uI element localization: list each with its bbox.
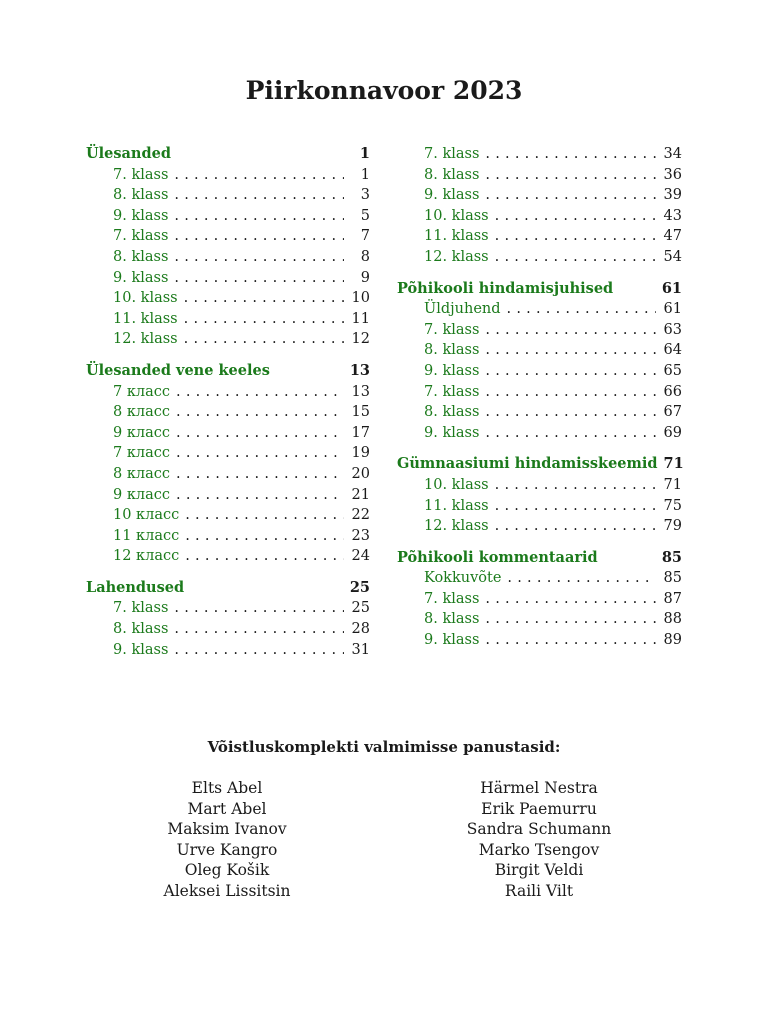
page-title: Piirkonnavoor 2023 — [245, 76, 523, 105]
toc-entry-label: 9. klass — [113, 269, 169, 286]
toc-section-page: 25 — [349, 578, 370, 596]
toc-entry[interactable] — [397, 144, 682, 165]
toc-entry[interactable] — [397, 185, 682, 206]
toc-entry[interactable] — [86, 443, 370, 464]
toc-entry[interactable] — [86, 329, 370, 350]
dot-leader — [485, 589, 656, 610]
dot-leader — [176, 382, 344, 403]
toc-entry-page: 54 — [663, 248, 682, 265]
toc-left-column — [86, 144, 370, 660]
toc-section — [86, 578, 370, 660]
toc-entry-label: 8. klass — [424, 404, 480, 421]
toc-entry-label: 9 класс — [113, 424, 170, 441]
toc-entry-label: 12. klass — [113, 331, 178, 348]
toc-entry-page: 3 — [360, 187, 370, 204]
toc-section — [397, 548, 682, 651]
dot-leader — [495, 247, 656, 268]
toc-entry-label: 8. klass — [424, 166, 480, 183]
toc-entry[interactable] — [397, 423, 682, 444]
toc-entry[interactable] — [397, 496, 682, 517]
toc-section-heading[interactable] — [397, 454, 682, 475]
toc-section-title: Põhikooli kommentaarid — [397, 548, 598, 566]
toc-entry-page: 19 — [351, 445, 370, 462]
toc-entry[interactable] — [86, 485, 370, 506]
toc-entry-page: 63 — [663, 321, 682, 338]
dot-leader — [495, 475, 656, 496]
toc-entry-page: 1 — [360, 166, 370, 183]
contributor-name: Birgit Veldi — [494, 861, 584, 880]
toc-entry-label: 10 класс — [113, 507, 180, 524]
toc-entry-page: 69 — [663, 424, 682, 441]
toc-entry-label: 9. klass — [424, 632, 480, 649]
toc-entry-label: 10. klass — [424, 476, 489, 493]
contributor-name: Raili Vilt — [504, 881, 574, 900]
toc-entry[interactable] — [86, 423, 370, 444]
toc-entry-page: 67 — [663, 404, 682, 421]
toc-entry[interactable] — [86, 309, 370, 330]
toc-entry-label: 12. klass — [424, 518, 489, 535]
toc-section-heading[interactable] — [86, 144, 370, 165]
dot-leader — [174, 185, 344, 206]
toc-entry-label: 8. klass — [113, 621, 169, 638]
contributor-name: Aleksei Lissitsin — [163, 881, 291, 900]
toc-section — [86, 144, 370, 350]
toc-entry[interactable] — [397, 609, 682, 630]
contributor-name: Urve Kangro — [176, 840, 278, 859]
toc-entry-label: 8 класс — [113, 465, 170, 482]
toc-right-column — [397, 144, 682, 651]
contributor-name: Härmel Nestra — [480, 779, 598, 797]
toc-entry-label: 10. klass — [113, 290, 178, 307]
contributor-name: Marko Tsengov — [478, 840, 600, 859]
dot-leader — [485, 320, 656, 341]
toc-entry-label: 11. klass — [424, 497, 489, 514]
toc-entry-page: 7 — [360, 228, 370, 245]
toc-entry-page: 85 — [663, 570, 682, 587]
toc-entry[interactable] — [397, 402, 682, 423]
credits-names-left — [107, 778, 347, 902]
toc-section — [86, 361, 370, 567]
toc-entry-page: 61 — [663, 301, 682, 318]
toc-entry-page: 5 — [360, 207, 370, 224]
toc-entry-page: 34 — [663, 146, 682, 162]
toc-entry[interactable] — [86, 247, 370, 268]
toc-entry-label: 7. klass — [113, 228, 169, 245]
toc-entry[interactable] — [397, 247, 682, 268]
toc-entry-page: 8 — [360, 248, 370, 265]
toc-entry-label: 8. klass — [113, 187, 169, 204]
toc-entry-label: 8. klass — [113, 248, 169, 265]
contributor-name: Erik Paemurru — [481, 799, 597, 818]
toc-entry-page: 9 — [360, 269, 370, 286]
toc-entry-page: 66 — [663, 383, 682, 400]
toc-entry-label: 9. klass — [424, 424, 480, 441]
contributor-name: Maksim Ivanov — [167, 820, 287, 839]
dot-leader — [485, 609, 656, 630]
toc-entry-page: 31 — [351, 641, 370, 658]
dot-leader — [184, 309, 344, 330]
toc-entry-label: 7. klass — [113, 166, 169, 183]
toc-entry[interactable] — [86, 382, 370, 403]
toc-section — [397, 144, 682, 268]
dot-leader — [174, 598, 344, 619]
dot-leader — [485, 630, 656, 651]
dot-leader — [485, 185, 656, 206]
toc-entry-label: 9. klass — [113, 641, 169, 658]
toc-entry-page: 71 — [663, 476, 682, 493]
dot-leader — [176, 423, 344, 444]
toc-entry-page: 89 — [663, 632, 682, 649]
toc-entry-page: 15 — [351, 404, 370, 421]
dot-leader — [184, 288, 344, 309]
toc-entry-label: 7. klass — [424, 146, 480, 162]
toc-entry[interactable] — [397, 165, 682, 186]
toc-section-page: 1 — [359, 145, 370, 162]
toc-entry-page: 64 — [663, 342, 682, 359]
toc-section-heading[interactable] — [86, 361, 370, 382]
toc-entry-label: 7 класс — [113, 383, 170, 400]
toc-entry-label: 8 класс — [113, 404, 170, 421]
dot-leader — [185, 526, 344, 547]
toc-entry-label: 11 класс — [113, 527, 180, 544]
toc-entry-page: 10 — [351, 290, 370, 307]
toc-entry-page: 28 — [351, 621, 370, 638]
dot-leader — [507, 568, 656, 589]
toc-entry-label: 9. klass — [424, 187, 480, 204]
dot-leader — [495, 496, 656, 517]
toc-entry[interactable] — [397, 568, 682, 589]
toc-entry-page: 12 — [351, 331, 370, 348]
toc-entry[interactable] — [86, 268, 370, 289]
credits-names-right — [419, 778, 659, 902]
toc-entry-label: Üldjuhend — [424, 301, 501, 318]
toc-entry[interactable] — [86, 640, 370, 661]
dot-leader — [184, 329, 344, 350]
toc-entry-label: 11. klass — [113, 310, 178, 327]
toc-entry-page: 23 — [351, 527, 370, 544]
toc-entry[interactable] — [397, 340, 682, 361]
toc-section-heading[interactable] — [86, 578, 370, 599]
toc-entry-page: 36 — [663, 166, 682, 183]
dot-leader — [485, 382, 656, 403]
toc-section-title: Põhikooli hindamisjuhised — [397, 279, 614, 297]
toc-section-page: 13 — [349, 361, 370, 379]
toc-entry-page: 79 — [663, 518, 682, 535]
dot-leader — [174, 268, 344, 289]
toc-entry[interactable] — [397, 206, 682, 227]
toc-entry-label: 7. klass — [424, 383, 480, 400]
toc-entry-label: 12 класс — [113, 548, 180, 565]
toc-entry[interactable] — [86, 619, 370, 640]
dot-leader — [485, 340, 656, 361]
dot-leader — [495, 226, 656, 247]
dot-leader — [174, 247, 344, 268]
toc-entry-label: 9. klass — [424, 362, 480, 379]
toc-entry[interactable] — [86, 165, 370, 186]
toc-entry[interactable] — [397, 382, 682, 403]
toc-entry-page: 43 — [663, 207, 682, 224]
toc-section-title: Gümnaasiumi hindamisskeemid — [397, 455, 658, 473]
dot-leader — [174, 619, 344, 640]
toc-entry-label: Kokkuvõte — [424, 570, 502, 587]
toc-entry-page: 87 — [663, 590, 682, 607]
toc-entry[interactable] — [397, 589, 682, 610]
toc-entry[interactable] — [86, 598, 370, 619]
dot-leader — [185, 505, 344, 526]
toc-section — [397, 454, 682, 536]
toc-section-page: 85 — [661, 548, 682, 566]
toc-entry[interactable] — [397, 320, 682, 341]
toc-entry[interactable] — [86, 206, 370, 227]
dot-leader — [485, 402, 656, 423]
toc-entry-page: 11 — [351, 310, 370, 327]
toc-entry[interactable] — [397, 299, 682, 320]
toc-entry[interactable] — [397, 226, 682, 247]
contributor-name: Elts Abel — [191, 779, 263, 797]
toc-entry[interactable] — [397, 361, 682, 382]
toc-entry-label: 9 класс — [113, 486, 170, 503]
dot-leader — [495, 516, 656, 537]
toc-entry-label: 7. klass — [424, 321, 480, 338]
dot-leader — [174, 226, 344, 247]
toc-entry-label: 11. klass — [424, 228, 489, 245]
toc-entry[interactable] — [86, 288, 370, 309]
toc-entry-page: 21 — [351, 486, 370, 503]
toc-entry-label: 8. klass — [424, 342, 480, 359]
credits-heading: Võistluskomplekti valmimisse panustasid: — [207, 738, 561, 756]
toc-entry[interactable] — [86, 185, 370, 206]
toc-entry[interactable] — [86, 505, 370, 526]
dot-leader — [174, 206, 344, 227]
toc-section-heading[interactable] — [397, 279, 682, 300]
toc-section-title: Ülesanded — [86, 145, 171, 162]
toc-entry-page: 39 — [663, 187, 682, 204]
toc-entry[interactable] — [86, 226, 370, 247]
contributor-name: Sandra Schumann — [466, 820, 612, 839]
dot-leader — [495, 206, 656, 227]
toc-section-title: Ülesanded vene keeles — [86, 361, 270, 379]
dot-leader — [176, 464, 344, 485]
toc-entry[interactable] — [397, 475, 682, 496]
toc-section-heading[interactable] — [397, 548, 682, 569]
toc-entry-label: 7 класс — [113, 445, 170, 462]
dot-leader — [485, 361, 656, 382]
toc-section-page: 61 — [661, 279, 682, 297]
contributor-name: Mart Abel — [187, 799, 267, 818]
dot-leader — [174, 165, 344, 186]
dot-leader — [176, 402, 344, 423]
toc-entry[interactable] — [86, 526, 370, 547]
toc-entry-label: 7. klass — [424, 590, 480, 607]
contributor-name: Oleg Košik — [184, 861, 270, 880]
dot-leader — [176, 443, 344, 464]
dot-leader — [485, 165, 656, 186]
toc-entry-page: 75 — [663, 497, 682, 514]
toc-entry-page: 47 — [663, 228, 682, 245]
toc-entry[interactable] — [397, 516, 682, 537]
toc-entry-page: 13 — [351, 383, 370, 400]
dot-leader — [507, 299, 656, 320]
toc-entry-label: 12. klass — [424, 248, 489, 265]
toc-entry-page: 25 — [351, 600, 370, 617]
toc-entry-page: 65 — [663, 362, 682, 379]
toc-section-title: Lahendused — [86, 578, 185, 596]
toc-entry-page: 17 — [351, 424, 370, 441]
toc-entry[interactable] — [397, 630, 682, 651]
dot-leader — [174, 640, 344, 661]
toc-entry[interactable] — [86, 464, 370, 485]
dot-leader — [485, 423, 656, 444]
toc-entry-page: 20 — [351, 465, 370, 482]
toc-section — [397, 279, 682, 444]
toc-entry-page: 22 — [351, 507, 370, 524]
toc-entry[interactable] — [86, 546, 370, 567]
toc-entry[interactable] — [86, 402, 370, 423]
toc-entry-label: 10. klass — [424, 207, 489, 224]
toc-entry-page: 24 — [351, 548, 370, 565]
dot-leader — [176, 485, 344, 506]
dot-leader — [185, 546, 344, 567]
dot-leader — [485, 144, 656, 165]
toc-entry-label: 7. klass — [113, 600, 169, 617]
toc-entry-label: 9. klass — [113, 207, 169, 224]
toc-section-page: 71 — [663, 455, 684, 473]
toc-entry-label: 8. klass — [424, 611, 480, 628]
toc-entry-page: 88 — [663, 611, 682, 628]
